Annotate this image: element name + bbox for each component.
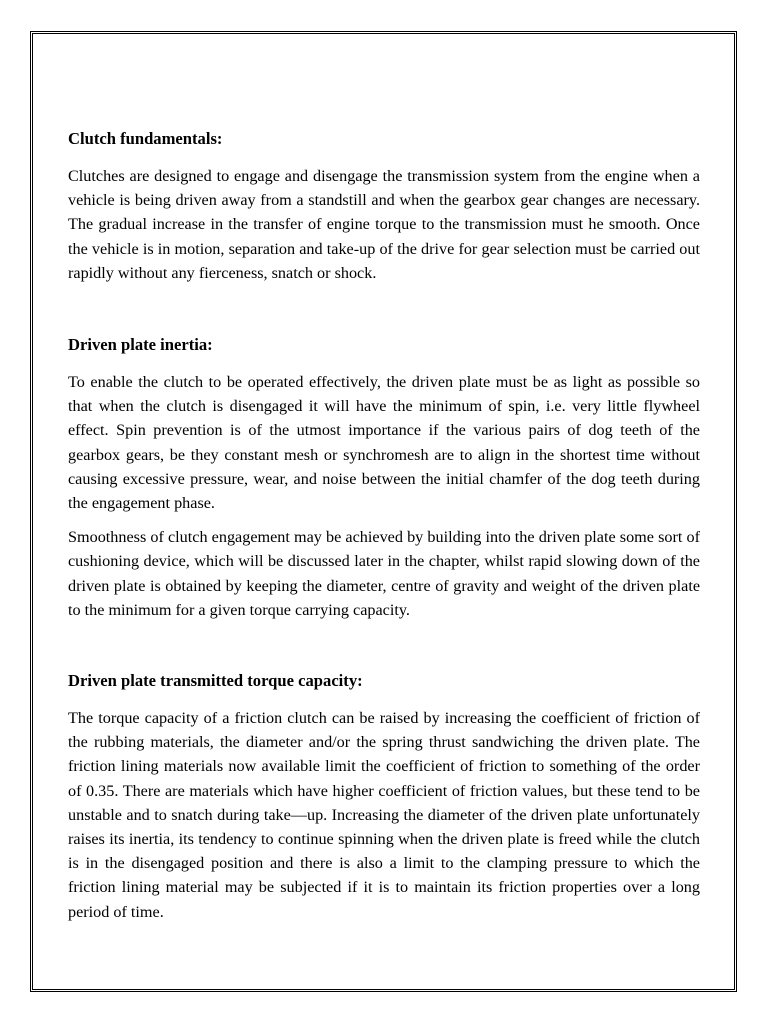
paragraph: Clutches are designed to engage and disengage the transmission system from the engine when a vehicle is being driven away from a standstill and when the gearbox gear changes are necessary. The gradual increase in the transfer of engine torque to the transmission must he smooth. Once the vehicle is in motion, separation and take-up of the drive for gear selection must be carried out rapidly without any fierceness, snatch or shock. [68,167,700,282]
paragraph: To enable the clutch to be operated effectively, the driven plate must be as light as possible so that when the clutch is disengaged it will have the minimum of spin, i.e. very little flywheel effect. Spin prevention is of the utmost importance if the various pairs of dog teeth of the gearbox gears, be they constant mesh or synchromesh are to align in the shortest time without causing excessive pressure, wear, and noise between the initial chamfer of the dog teeth during the engagement phase. [68,373,700,513]
section-clutch-fundamentals [68,127,700,285]
section-heading: Driven plate transmitted torque capacity: [68,671,363,691]
document-body [68,127,700,924]
section-heading: Clutch fundamentals: [68,129,223,148]
paragraph: Smoothness of clutch engagement may be achieved by building into the driven plate some sort of cushioning device, which will be discussed later in the chapter, whilst rapid slowing down of the driven plate is obtained by keeping the diameter, centre of gravity and weight of the driven plate to the minimum for a given torque carrying capacity. [68,528,700,619]
section-heading: Driven plate inertia: [68,335,213,355]
section-torque-capacity [68,669,700,924]
section-driven-plate-inertia [68,333,700,622]
paragraph: The torque capacity of a friction clutch can be raised by increasing the coefficient of friction of the rubbing materials, the diameter and/or the spring thrust sandwiching the driven plate. The friction lining materials now available limit the coefficient of friction to something of the order of 0.35. There are materials which have higher coefficient of friction values, but these tend to be unstable and to snatch during take—up. Increasing the diameter of the driven plate unfortunately raises its inertia, its tendency to continue spinning when the driven plate is freed while the clutch is in the disengaged position and there is also a limit to the clamping pressure to which the friction lining material may be subjected if it is to maintain its friction properties over a long period of time. [68,709,700,921]
